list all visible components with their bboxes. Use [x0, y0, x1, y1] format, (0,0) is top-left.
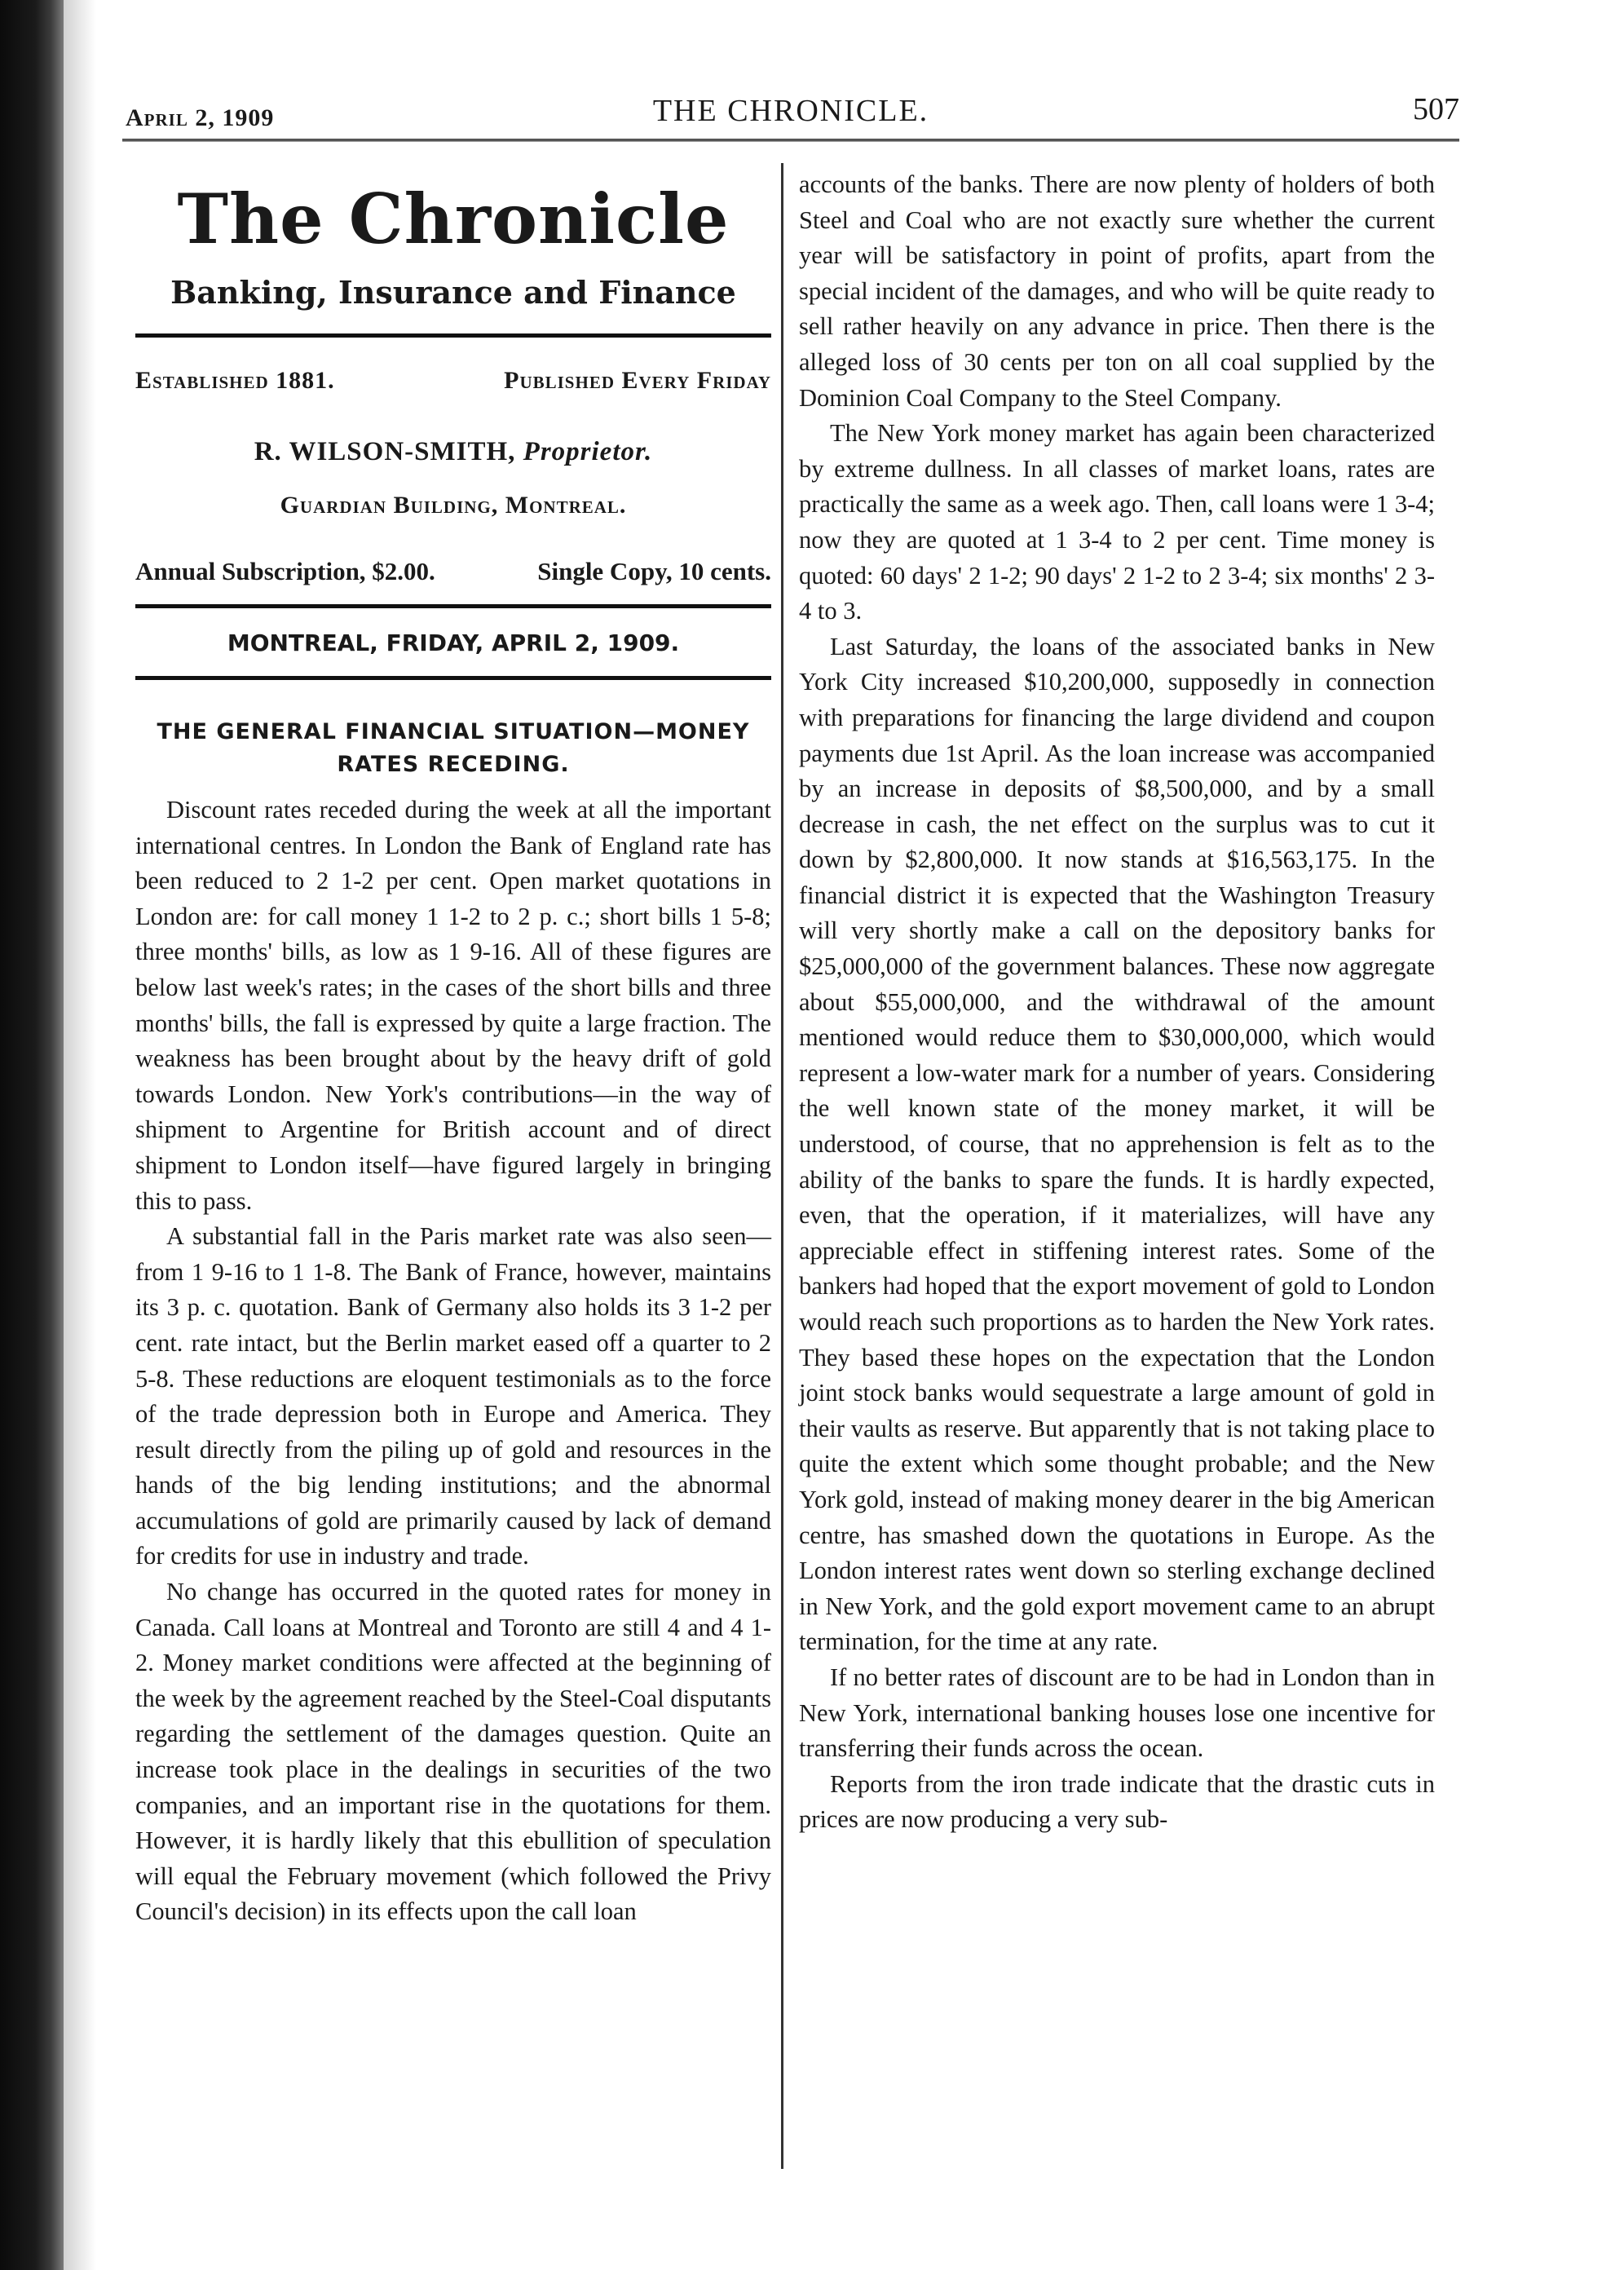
- proprietor-name: R. WILSON-SMITH,: [254, 437, 516, 466]
- subscription-line: [135, 557, 771, 586]
- masthead-title: The Chronicle: [177, 179, 730, 259]
- headline-line-2: RATES RECEDING.: [337, 752, 570, 777]
- article-paragraph: No change has occurred in the quoted rates for money in Canada. Call loans at Montreal and Toronto are still 4 and 4 1-2. Money market conditions were affected at the beginning of the week by the agreement reached by the Steel-Coal disputants regarding the settlement of the damages question. Quite an increase took place in the dealings in securities of the two companies, and an important rise in the quotations for them. However, it is hardly likely that this ebullition of speculation will equal the February movement (which followed the Privy Council's decision) in its effects upon the call loan: [135, 1578, 772, 1926]
- publication-title: THE CHRONICLE.: [652, 94, 929, 128]
- proprietor-line: [135, 437, 771, 467]
- page-number: 507: [1413, 92, 1459, 126]
- address-line: Guardian Building, Montreal.: [280, 492, 627, 519]
- article-paragraph-continued: accounts of the banks. There are now plenty of holders of both Steel and Coal who are not exactly sure whether the current year will be satisfactory in point of profits, apart from the special incident of the damages, and who will be quite ready to sell rather heavily on any advance in price. Then there is the alleged loss of 30 cents per ton on all coal supplied by the Dominion Coal Company to the Steel Company.: [799, 170, 1435, 412]
- article-paragraph: If no better rates of discount are to be had in London than in New York, international banking houses lose one incentive for transferring their funds across the ocean.: [799, 1663, 1435, 1763]
- dateline-bottom-rule: [135, 676, 771, 680]
- article-headline: [135, 716, 771, 781]
- single-copy-price: Single Copy, 10 cents.: [537, 557, 771, 585]
- dateline-top-rule: [135, 604, 771, 608]
- published-text: Published Every Friday: [504, 367, 771, 394]
- article-paragraph: A substantial fall in the Paris market rate was also seen—from 1 9-16 to 1 1-8. The Bank of France, however, maintains its 3 p. c. quotation. Bank of Germany also holds its 3 1-2 per cent. rate intact, but the Berlin market eased off a quarter to 2 5-8. These reductions are eloquent testimonials as to the force of the trade depression both in Europe and America. They result directly from the piling up of gold and resources in the hands of the big lending institutions; and the abnormal accumulations of gold are primarily caused by lack of demand for credits for use in industry and trade.: [135, 1222, 771, 1570]
- article-paragraph: Discount rates receded during the week at all the important international centres. In London the Bank of England rate has been reduced to 2 1-2 per cent. Open market quotations in London are: for call money 1 1-2 to 2 p. c.; short bills 1 5-8; three months' bills, as low as 1 9-16. All of these figures are below last week's rates; in the cases of the short bills and three months' bills, the fall is expressed by quite a large fraction. The weakness has been brought about by the heavy drift of gold towards London. New York's contributions—in the way of shipment to Argentine for British account and of direct shipment to London itself—have figured largely in bringing this to pass.: [135, 796, 771, 1215]
- left-column: [135, 167, 771, 2270]
- annual-subscription: Annual Subscription, $2.00.: [135, 557, 435, 585]
- book-binding-edge: [0, 0, 64, 2270]
- established-text: Established 1881.: [135, 367, 335, 394]
- article-paragraph: Reports from the iron trade indicate that the drastic cuts in prices are now producing a very sub-: [799, 1769, 1435, 1834]
- article-paragraph: Last Saturday, the loans of the associated banks in New York City increased $10,200,000, supposedly in connection with preparations for financing the large dividend and coupon payments due 1st April. As the loan increase was accompanied by an increase in deposits of $8,500,000, and by a small decrease in cash, the net effect on the surplus was to cut it down by $2,800,000. It now stands at $16,563,175. In the financial district it is expected that the Washington Treasury will very shortly make a call on the depository banks for $25,000,000 of the government balances. These now aggregate about $55,000,000, and the withdrawal of the amount mentioned would reduce them to $30,000,000, which would represent a low-water mark for a number of years. Considering the well known state of the money market, it will be understood, of course, that no apprehension is felt as to the ability of the banks to spare the funds. It is hardly expected, even, that the operation, if it materializes, will have any appreciable effect in stiffening interest rates. Some of the bankers had hoped that the export movement of gold to London would reach such proportions as to harden the New York rates. They based these hopes on the expectation that the London joint stock banks would sequestrate a large amount of gold in their vaults as reserve. But apparently that is not taking place to quite the extent which some thought probable; and the New York gold, instead of making money dearer in the big American centre, has smashed down the quotations in Europe. As the London interest rates went down so sterling exchange declined in New York, and the gold export movement came to an abrupt termination, for the time at any rate.: [799, 632, 1435, 1656]
- masthead-rule: [135, 333, 771, 338]
- binding-shadow: [64, 0, 96, 2270]
- header-rule: [122, 139, 1459, 142]
- proprietor-title: Proprietor.: [523, 437, 653, 466]
- established-line: [135, 367, 771, 395]
- running-head: [122, 82, 1459, 139]
- issue-date: April 2, 1909: [126, 104, 275, 131]
- masthead-subtitle: Banking, Insurance and Finance: [170, 274, 736, 311]
- article-paragraph: The New York money market has again been characterized by extreme dullness. In all classes of market loans, rates are practically the same as a week ago. Then, call loans were 1 3-4; now they are quoted at 1 3-4 to 2 per cent. Time money is quoted: 60 days' 2 1-2; 90 days' 2 1-2 to 2 3-4; six months' 2 3-4 to 3.: [799, 419, 1435, 625]
- right-column: [799, 167, 1435, 2270]
- newspaper-page: [122, 0, 1459, 2270]
- column-divider: [781, 163, 783, 2169]
- headline-line-1: THE GENERAL FINANCIAL SITUATION—MONEY: [157, 719, 750, 744]
- dateline: MONTREAL, FRIDAY, APRIL 2, 1909.: [227, 629, 680, 656]
